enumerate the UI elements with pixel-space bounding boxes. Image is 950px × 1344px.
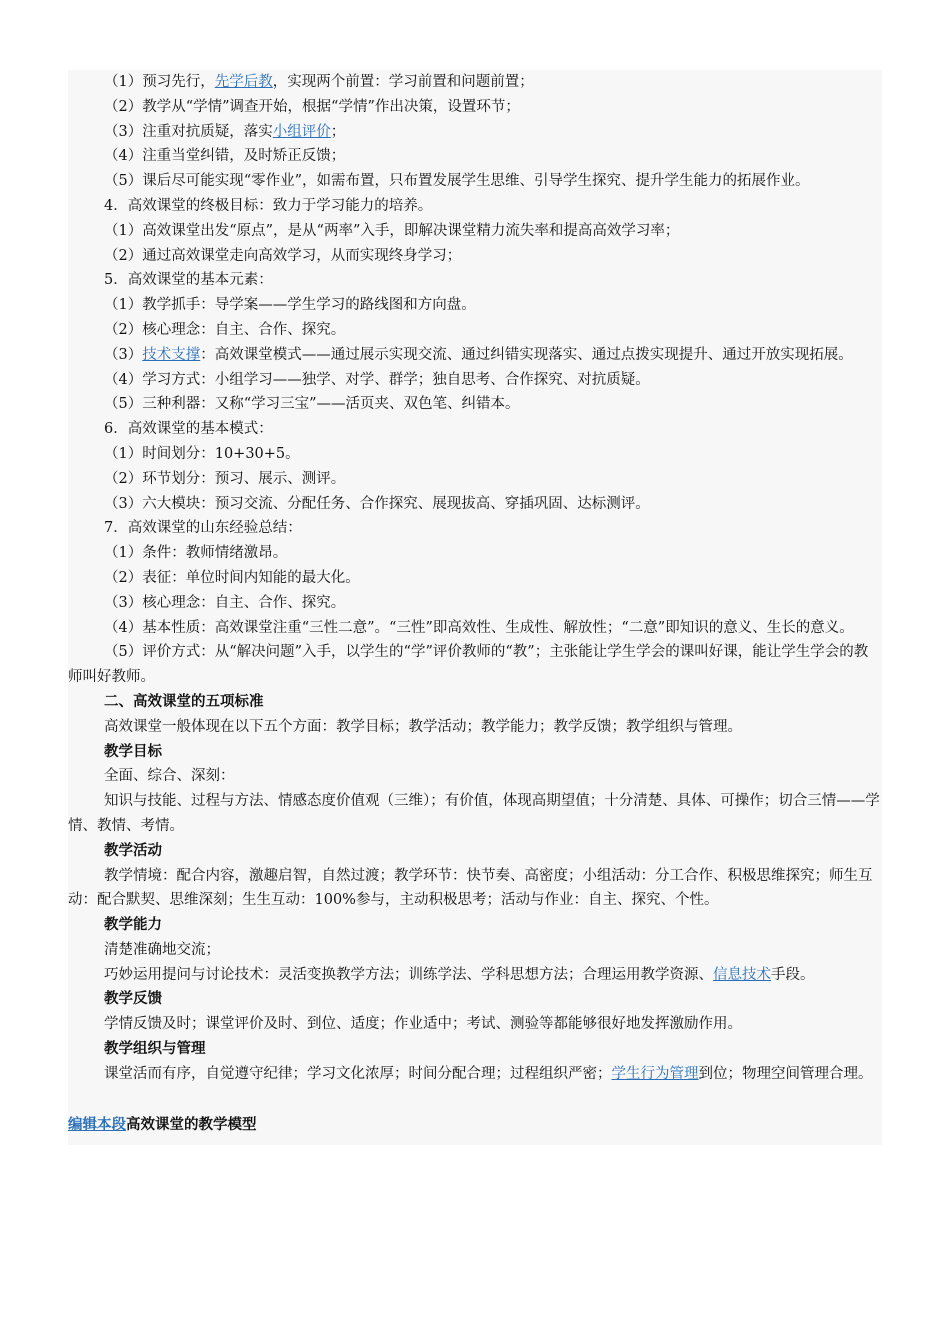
paragraph: 学情反馈及时；课堂评价及时、到位、适度；作业适中；考试、测验等都能够很好地发挥激励作用。 [104,1016,742,1033]
subheading-organization-management: 教学组织与管理 [104,1040,206,1058]
text: 课堂活而有序，自觉遵守纪律；学习文化浓厚；时间分配合理；过程组织严密； [104,1065,612,1082]
paragraph: 教学情境：配合内容，激趣启智，自然过渡；教学环节：快节奏、高密度；小组活动：分工合作、积极思维探究；师生互动：配合默契、思维深刻；生生互动：100%参与，主动积极思考；活动与作业：自主、探究、个性。 [68,867,873,909]
text: ，实现两个前置：学习前置和问题前置； [272,74,534,90]
paragraph: （2）通过高效课堂走向高效学习，从而实现终身学习； [104,247,462,264]
link-xinxi-jishu[interactable]: 信息技术 [713,966,771,983]
paragraph: 全面、综合、深刻： [104,768,235,785]
subheading-teaching-activities: 教学活动 [104,841,162,859]
subheading-teaching-goals: 教学目标 [104,742,162,760]
paragraph: （2）核心理念：自主、合作、探究。 [104,321,346,338]
spacer [68,1087,882,1113]
paragraph: （5）评价方式：从“解决问题”入手，以学生的“学”评价教师的“教”；主张能让学生学会的课叫好课，能让学生学会的教师叫好教师。 [68,644,869,686]
section-heading-7: 7．高效课堂的山东经验总结： [104,520,302,537]
paragraph: 知识与技能、过程与方法、情感态度价值观（三维）；有价值，体现高期望值；十分清楚、具体、可操作；切合三情——学情、教情、考情。 [68,793,880,834]
section-heading-5: 5．高效课堂的基本元素： [104,272,273,289]
paragraph: （2）表征：单位时间内知能的最大化。 [104,569,360,586]
link-xiaozu-pingjia[interactable]: 小组评价 [272,123,331,140]
paragraph: （5）三种利器：又称“学习三宝”——活页夹、双色笔、纠错本。 [104,396,520,413]
text: 巧妙运用提问与讨论技术：灵活变换教学方法；训练学法、学科思想方法；合理运用教学资源、 [104,966,713,983]
paragraph: （3）核心理念：自主、合作、探究。 [104,594,346,611]
text: ：高效课堂模式——通过展示实现交流、通过纠错实现落实、通过点拨实现提升、通过开放实现拓展。 [200,346,853,363]
paragraph [68,343,882,368]
paragraph: （1）时间划分：10+30+5。 [104,445,300,462]
section-heading-6: 6．高效课堂的基本模式： [104,421,273,438]
paragraph: （4）注重当堂纠错，及时矫正反馈； [104,148,346,165]
edit-section-row [68,1113,882,1138]
paragraph: （1）高效课堂出发“原点”，是从“两率”入手，即解决课堂精力流失率和提高高效学习率； [104,222,680,239]
text: 手段。 [771,966,815,983]
paragraph: （3）六大模块：预习交流、分配任务、合作探究、展现拔高、穿插巩固、达标测评。 [104,495,650,512]
paragraph [68,120,882,145]
paragraph: 高效课堂一般体现在以下五个方面：教学目标；教学活动；教学能力；教学反馈；教学组织与管理。 [104,718,742,735]
text: ； [330,123,346,140]
document-body [68,70,882,1145]
paragraph: （5）课后尽可能实现“零作业”，如需布置，只布置发展学生思维、引导学生探究、提升学生能力的拓展作业。 [104,173,810,190]
paragraph: （2）环节划分：预习、展示、测评。 [104,470,346,487]
link-xuesheng-xingwei-guanli[interactable]: 学生行为管理 [611,1065,699,1082]
subheading-teaching-ability: 教学能力 [104,916,162,934]
paragraph: （1）条件：教师情绪激昂。 [104,545,288,562]
link-jishu-zhicheng[interactable]: 技术支撑 [142,346,201,363]
text: （3） [104,346,143,363]
section-heading-4: 4．高效课堂的终极目标：致力于学习能力的培养。 [104,197,433,214]
paragraph: （4）基本性质：高效课堂注重“三性二意”。“三性”即高效性、生成性、解放性；“二意”即知识的意义、生长的意义。 [104,619,854,636]
text: （1）预习先行， [104,74,215,90]
text: （3）注重对抗质疑，落实 [104,123,273,140]
paragraph [68,963,882,988]
paragraph: （4）学习方式：小组学习——独学、对学、群学；独自思考、合作探究、对抗质疑。 [104,371,650,388]
paragraph: （2）教学从“学情”调查开始，根据“学情”作出决策，设置环节； [104,98,520,115]
paragraph [68,70,882,95]
paragraph: 清楚准确地交流； [104,941,220,958]
link-xianxue-houjiao[interactable]: 先学后教 [214,74,273,90]
section-title-five-standards: 二、高效课堂的五项标准 [104,692,264,710]
subheading-teaching-feedback: 教学反馈 [104,990,162,1008]
paragraph: （1）教学抓手：导学案——学生学习的路线图和方向盘。 [104,297,476,314]
edit-section-link[interactable]: 编辑本段 [68,1115,126,1133]
section-title-teaching-model: 高效课堂的教学模型 [126,1115,257,1133]
text: 到位；物理空间管理合理。 [698,1065,873,1082]
paragraph [68,1062,882,1087]
